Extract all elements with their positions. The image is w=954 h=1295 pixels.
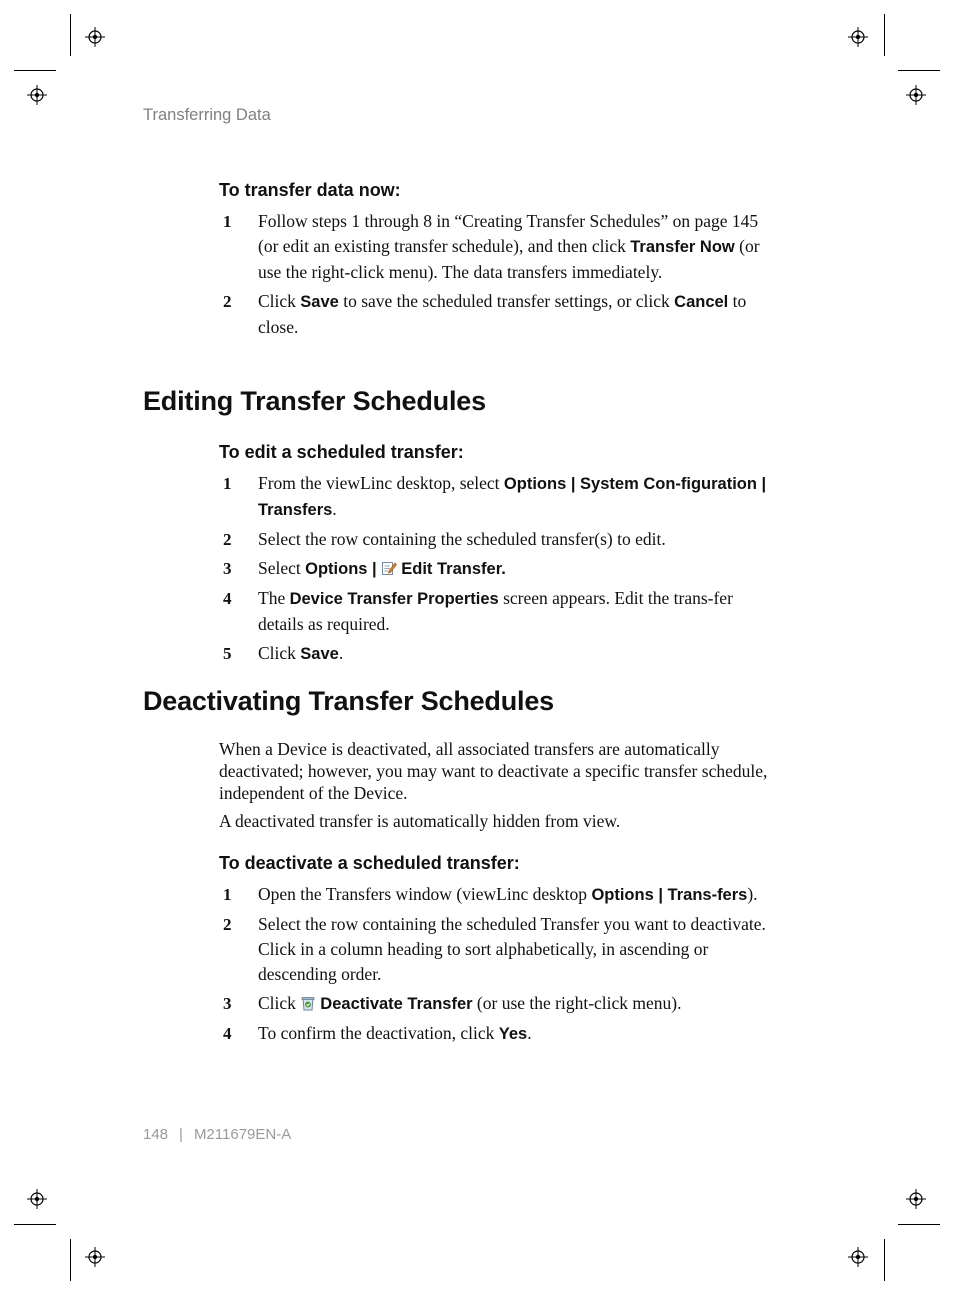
step-text: From the viewLinc desktop, select — [258, 473, 504, 493]
registration-mark-icon — [848, 1247, 868, 1267]
step-text: Select the row containing the scheduled Transfer you want to deactivate. Click in a column heading to sort alphabetically, in ascending or descending order. — [258, 914, 766, 984]
ui-term: Save — [300, 293, 339, 311]
crop-line — [884, 14, 885, 56]
step-text: ). — [747, 884, 758, 904]
ui-term: Options | System Con-figuration | Transfers — [258, 475, 767, 519]
footer-separator: | — [179, 1126, 183, 1143]
step-text: Click — [258, 993, 301, 1013]
step-number: 2 — [223, 915, 232, 934]
step-text: Click — [258, 643, 301, 663]
step-text: . — [527, 1023, 532, 1043]
registration-mark-icon — [906, 1189, 926, 1209]
step-number: 1 — [223, 885, 232, 904]
registration-mark-icon — [27, 85, 47, 105]
deactivate-icon — [300, 993, 316, 1009]
step-text: screen appears. Edit the trans-fer details as required. — [258, 588, 733, 634]
procedure-title-edit: To edit a scheduled transfer: — [219, 442, 464, 462]
step-text: . — [338, 643, 344, 663]
step-number: 3 — [223, 559, 232, 578]
list-item — [219, 912, 779, 987]
ui-term: Yes — [498, 1025, 528, 1043]
step-number: 1 — [223, 474, 232, 493]
registration-mark-icon — [848, 27, 868, 47]
step-text: . — [332, 499, 337, 519]
list-item — [219, 991, 779, 1017]
registration-mark-icon — [85, 27, 105, 47]
step-number: 2 — [223, 530, 232, 549]
page-number: 148 — [143, 1126, 169, 1143]
crop-line — [14, 70, 56, 71]
ui-term: Save — [300, 645, 339, 663]
ui-term: Edit Transfer. — [401, 560, 506, 578]
registration-mark-icon — [85, 1247, 105, 1267]
step-text: to save the scheduled transfer settings, or click — [338, 291, 675, 311]
step-text: Click — [258, 291, 301, 311]
step-text: Select — [258, 558, 306, 578]
crop-line — [70, 1239, 71, 1281]
step-number: 1 — [223, 212, 232, 231]
step-text: to close. — [258, 291, 747, 337]
list-item — [219, 527, 779, 552]
intro-paragraph: When a Device is deactivated, all associated transfers are automatically deactivated; however, you may want to deactivate a specific transfer schedule, independent of the Device. — [219, 739, 768, 803]
ui-term: Cancel — [674, 293, 729, 311]
step-text: Follow steps 1 through 8 in “Creating Transfer Schedules” on page 145 (or edit an existing transfer schedule), and then click — [258, 211, 759, 256]
list-item — [219, 641, 779, 667]
step-number: 3 — [223, 994, 232, 1013]
list-item — [219, 882, 779, 908]
list-item — [219, 556, 779, 582]
crop-line — [898, 1224, 940, 1225]
step-number: 4 — [223, 1024, 232, 1043]
ui-term: Deactivate Transfer — [320, 995, 473, 1013]
crop-line — [898, 70, 940, 71]
deactivate-steps — [219, 882, 779, 1051]
registration-mark-icon — [906, 85, 926, 105]
crop-line — [884, 1239, 885, 1281]
procedure-title-deactivate: To deactivate a scheduled transfer: — [219, 853, 520, 873]
running-head: Transferring Data — [143, 106, 271, 124]
list-item — [219, 586, 779, 637]
step-text: To confirm the deactivation, click — [258, 1023, 499, 1043]
procedure-title-transfer-now: To transfer data now: — [219, 180, 401, 200]
registration-mark-icon — [27, 1189, 47, 1209]
section-heading-deactivating: Deactivating Transfer Schedules — [143, 686, 554, 716]
page-footer — [143, 1126, 291, 1143]
list-item — [219, 289, 779, 340]
list-item — [219, 471, 779, 523]
ui-term: Options | Trans-fers — [591, 886, 748, 904]
ui-term: Options | — [305, 560, 382, 578]
ui-term: Device Transfer Properties — [289, 590, 499, 608]
step-text: The — [258, 588, 290, 608]
step-number: 2 — [223, 292, 232, 311]
section-heading-editing: Editing Transfer Schedules — [143, 386, 486, 416]
step-number: 5 — [223, 644, 232, 663]
crop-line — [14, 1224, 56, 1225]
crop-line — [70, 14, 71, 56]
edit-steps — [219, 471, 779, 671]
step-text: (or use the right-click menu). — [472, 993, 682, 1013]
step-number: 4 — [223, 589, 232, 608]
edit-icon — [381, 558, 397, 574]
step-text: Select the row containing the scheduled transfer(s) to edit. — [258, 529, 666, 549]
ui-term: Transfer Now — [630, 238, 735, 256]
list-item — [219, 1021, 779, 1047]
document-code: M211679EN-A — [193, 1126, 292, 1143]
step-text: (or use the right-click menu). The data transfers immediately. — [258, 236, 760, 282]
transfer-now-steps — [219, 209, 779, 344]
step-text: Open the Transfers window (viewLinc desktop — [258, 884, 592, 904]
list-item — [219, 209, 779, 285]
note-paragraph: A deactivated transfer is automatically hidden from view. — [219, 811, 621, 831]
